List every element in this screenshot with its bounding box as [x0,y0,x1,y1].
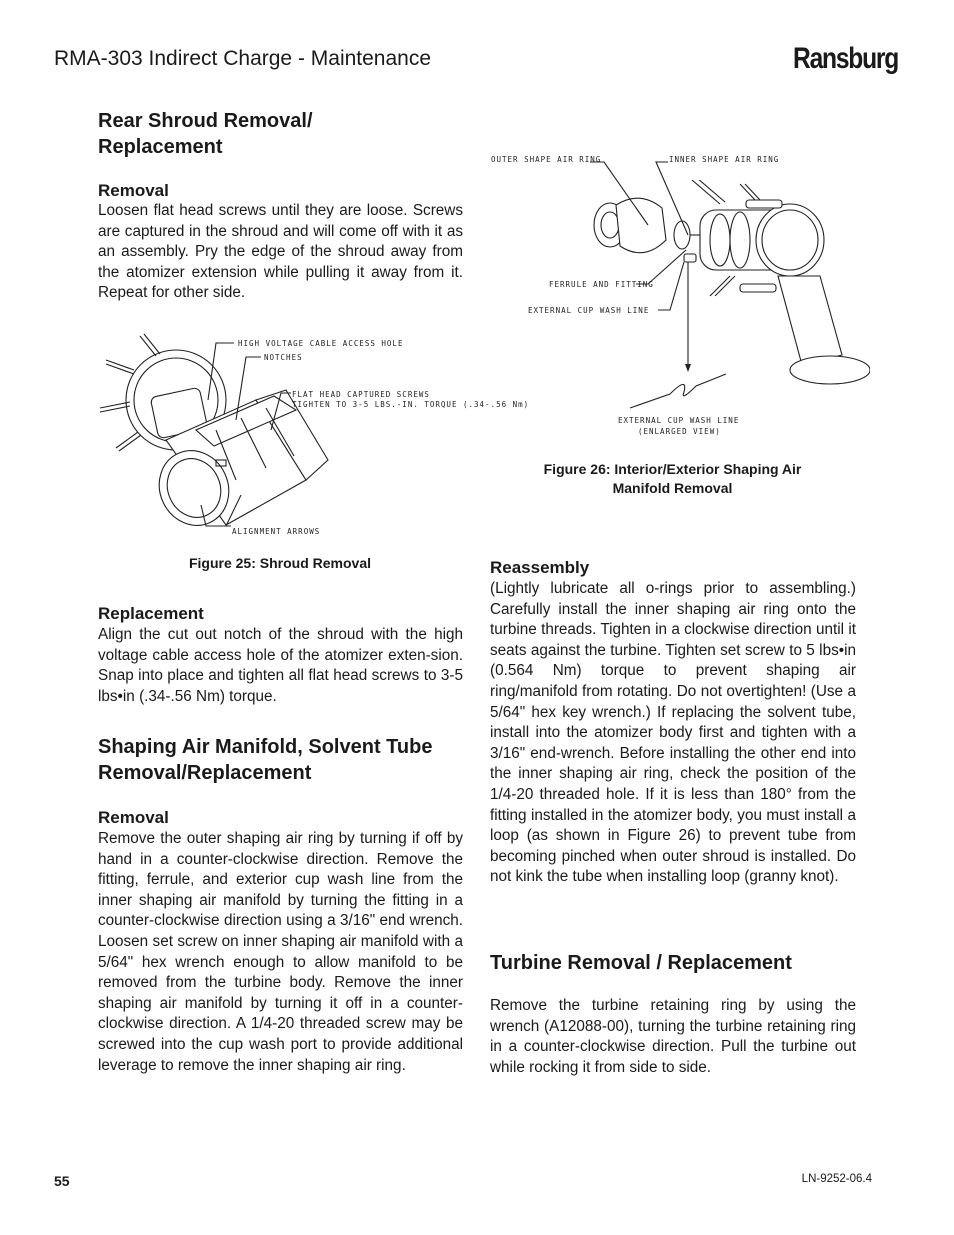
callout-screws-2: TIGHTEN TO 3-5 LBS.-IN. TORQUE (.34-.56 Nm) [292,400,530,409]
rear-shroud-heading: Rear Shroud Removal/ Replacement [98,110,313,158]
reassembly-text: (Lightly lubricate all o-rings prior to assembling.) Carefully install the inner shaping air ring onto the turbine threads. Tighten in a clockwise direction until it seats against the turbine. Tighten set screw to 5 lbs•in (0.564 Nm) torque to prevent shaping air ring/manifold from rotating. Do not overtighten! (Use a 5/64" hex key wrench.) If replacing the solvent tube, install into the atomizer body first and tighten with a 3/16" end-wrench. Before installing the other end into the inner shaping air ring, check the position of the 1/4-20 threaded hole. If it is less than 180° from the fitting installed in the atomizer body, you must install a loop (as shown in Figure 26) to prevent tube from becoming pinched when outer shroud is installed. Do not kink the tube when installing loop (granny knot). [490,580,856,886]
callout-external-line: EXTERNAL CUP WASH LINE [528,306,650,315]
figure-25-caption: Figure 25: Shroud Removal [188,555,372,571]
callout-inner-ring: INNER SHAPE AIR RING [669,155,780,164]
reassembly-heading: Reassembly [490,558,590,577]
figure-26-leaders [488,150,888,320]
document-number: LN-9252-06.4 [801,1173,872,1185]
removal-heading-1: Removal [98,181,169,200]
callout-screws-1: FLAT HEAD CAPTURED SCREWS [292,390,430,399]
callout-ferrule: FERRULE AND FITTING [549,280,654,289]
removal-text-2: Remove the outer shaping air ring by turning if off by hand in a counter-clockwise direction. Remove the fitting, ferrule, and exterior cup wash line from the inner shaping air manifold by turning the fitting in a counter-clockwise direction using a 3/16" end wrench. Loosen set screw on inner shaping air manifold with a 5/64" hex wrench enough to allow manifold to be removed from the turbine body. Remove the inner shaping air manifold by turning it off in a counter-clockwise direction. A 1/4-20 threaded screw may be screwed into the cup wash port to provide additional leverage to remove the inner shaping air ring. [98,830,463,1074]
figure-26-caption-1: Figure 26: Interior/Exterior Shaping Air [543,461,802,477]
shaping-air-heading: Shaping Air Manifold, Solvent Tube Removal/Replacement [98,736,433,784]
removal-text-1: Loosen flat head screws until they are loose. Screws are captured in the shroud and will come off with it as an assembly. Pry the edge of the shroud away from the atomizer extension while pulling it away from it. Repeat for other side. [98,202,463,302]
replacement-text: Align the cut out notch of the shroud with the high voltage cable access hole of the atomizer exten-sion. Snap into place and tighten all flat head screws to 3-5 lbs•in (.34-.56 Nm) torque. [98,626,463,705]
turbine-text: Remove the turbine retaining ring by using the wrench (A12088-00), turning the turbine retaining ring in a counter-clockwise direction. Pull the turbine out while rocking it from side to side. [490,997,856,1076]
brand-logo: Ransburg [793,42,898,75]
callout-outer-ring: OUTER SHAPE AIR RING [491,155,602,164]
callout-notches: NOTCHES [264,353,303,362]
callout-access-hole: HIGH VOLTAGE CABLE ACCESS HOLE [238,339,404,348]
removal-heading-2: Removal [98,808,169,827]
callout-enlarged-view: (ENLARGED VIEW) [638,427,721,436]
callout-arrows: ALIGNMENT ARROWS [232,527,321,536]
figure-26-caption-2: Manifold Removal [612,480,733,496]
replacement-heading: Replacement [98,604,204,623]
turbine-heading: Turbine Removal / Replacement [490,952,792,974]
page-number: 55 [54,1173,70,1189]
callout-enlarged-line: EXTERNAL CUP WASH LINE [618,416,740,425]
header-title: RMA-303 Indirect Charge - Maintenance [54,47,432,70]
